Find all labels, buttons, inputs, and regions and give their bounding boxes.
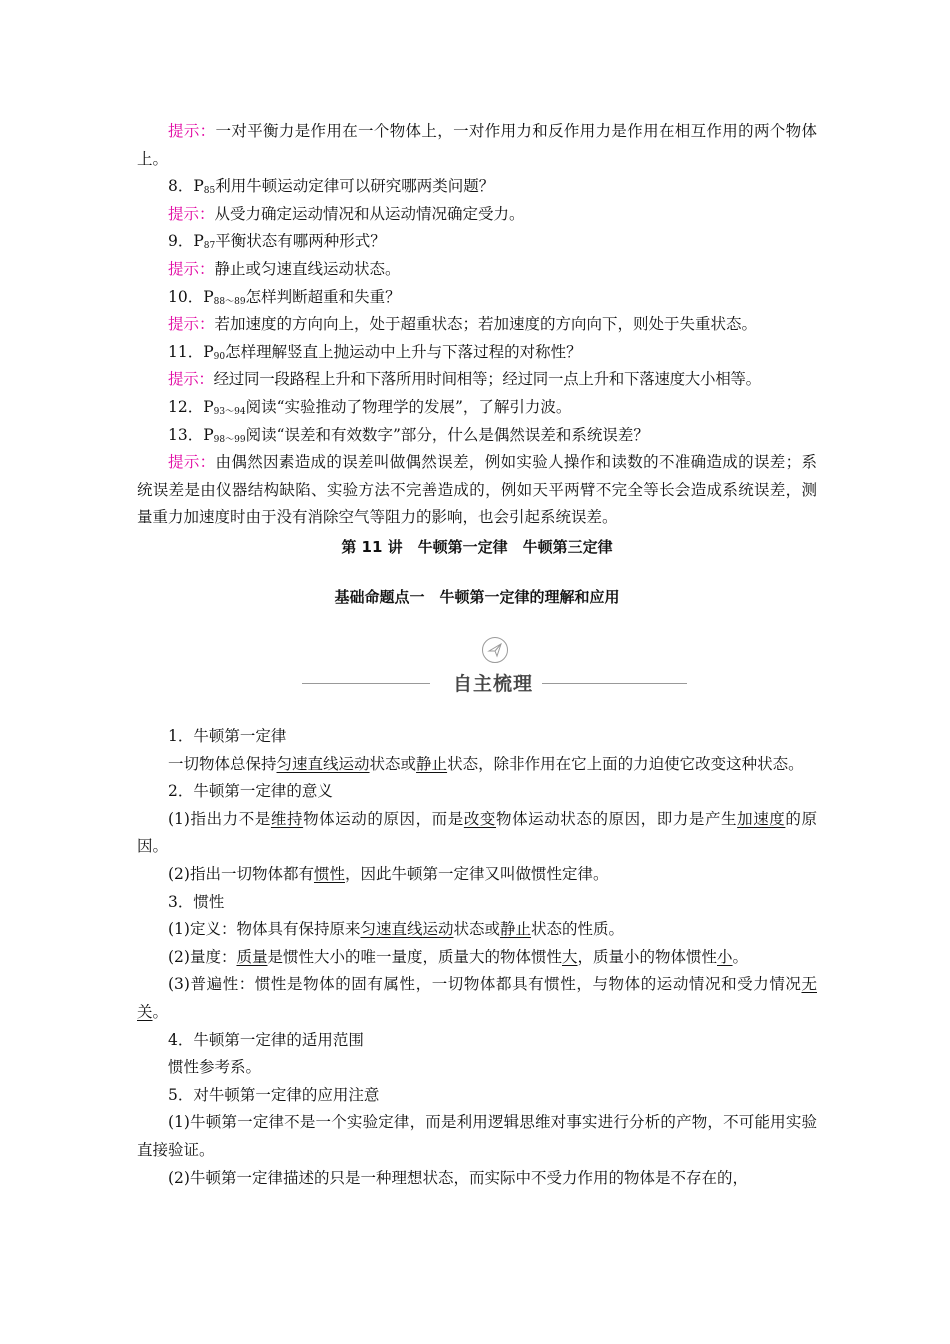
banner-title: 自主梳理 [452, 673, 533, 696]
section-title: 第 11 讲 牛顿第一定律 牛顿第三定律 [341, 537, 613, 556]
answer-9: 提示：静止或匀速直线运动状态。 [168, 259, 401, 278]
paragraph-2: (1)指出力不是维持物体运动的原因，而是改变物体运动状态的原因，即力是产生加速度的原因。 [137, 809, 817, 856]
heading-4: 4．牛顿第一定律的适用范围 [168, 1030, 364, 1049]
paragraph-4: (1)定义：物体具有保持原来匀速直线运动状态或静止状态的性质。 [168, 920, 625, 939]
banner-divider-right [542, 683, 687, 684]
answer-11: 提示：经过同一段路程上升和下落所用时间相等；经过同一点上升和下落速度大小相等。 [168, 370, 761, 389]
heading-2: 2．牛顿第一定律的意义 [168, 782, 333, 801]
answer-10: 提示：若加速度的方向向上，处于超重状态；若加速度的方向向下，则处于失重状态。 [168, 315, 758, 334]
question-8: 8．$P_{85}$利用牛顿运动定律可以研究哪两类问题？ [168, 177, 495, 197]
question-13: 13．$P_{98\sim 99}$阅读“误差和有效数字”部分，什么是偶然误差和系统误差？ [168, 425, 649, 445]
question-10: 10．$P_{88\sim 89}$怎样判断超重和失重？ [168, 287, 401, 307]
paragraph-9: (2)牛顿第一定律描述的只是一种理想状态，而实际中不受力作用的物体是不存在的， [168, 1168, 748, 1187]
heading-3: 3．惯性 [168, 892, 225, 911]
section-banner [137, 629, 817, 709]
heading-1: 1．牛顿第一定律 [168, 727, 287, 746]
paragraph-1: 一切物体总保持匀速直线运动状态或静止状态，除非作用在它上面的力迫使它改变这种状态。 [168, 754, 804, 773]
hint-label: 提示： [168, 259, 215, 278]
subsection-title: 基础命题点一 牛顿第一定律的理解和应用 [334, 587, 620, 606]
paragraph-7: 惯性参考系。 [168, 1058, 262, 1077]
document-content [137, 118, 817, 1192]
hint-label: 提示： [168, 204, 215, 223]
heading-5: 5．对牛顿第一定律的应用注意 [168, 1085, 380, 1104]
hint-label: 提示： [168, 122, 216, 140]
hint-label: 提示： [168, 370, 214, 389]
question-9: 9．$P_{87}$平衡状态有哪两种形式？ [168, 232, 386, 252]
banner-divider-left [302, 683, 430, 684]
answer-7: 提示：一对平衡力是作用在一个物体上，一对作用力和反作用力是作用在相互作用的两个物体上。 [137, 122, 817, 168]
answer-8: 提示：从受力确定运动情况和从运动情况确定受力。 [168, 204, 525, 223]
paragraph-5: (2)量度：质量是惯性大小的唯一量度，质量大的物体惯性大，质量小的物体惯性小。 [168, 947, 749, 966]
paragraph-8: (1)牛顿第一定律不是一个实验定律，而是利用逻辑思维对事实进行分析的产物，不可能用实验直接验证。 [137, 1113, 817, 1159]
question-12: 12．$P_{93\sim 94}$阅读“实验推动了物理学的发展”，了解引力波。 [168, 397, 572, 417]
answer-13: 提示：由偶然因素造成的误差叫做偶然误差，例如实验人操作和读数的不准确造成的误差；系统误差是由仪器结构缺陷、实验方法不完善造成的，例如天平两臂不完全等长会造成系统误差，测量重力加速度时由于没有消除空气等阻力的影响，也会引起系统误差。 [137, 453, 817, 527]
question-11: 11．$P_{90}$怎样理解竖直上抛运动中上升与下落过程的对称性？ [168, 342, 582, 362]
hint-label: 提示： [168, 453, 216, 472]
paper-plane-icon [482, 637, 508, 663]
paragraph-6: (3)普遍性：惯性是物体的固有属性，一切物体都具有惯性，与物体的运动情况和受力情况无关。 [137, 975, 817, 1022]
paragraph-3: (2)指出一切物体都有惯性，因此牛顿第一定律又叫做惯性定律。 [168, 865, 609, 884]
hint-label: 提示： [168, 315, 215, 334]
